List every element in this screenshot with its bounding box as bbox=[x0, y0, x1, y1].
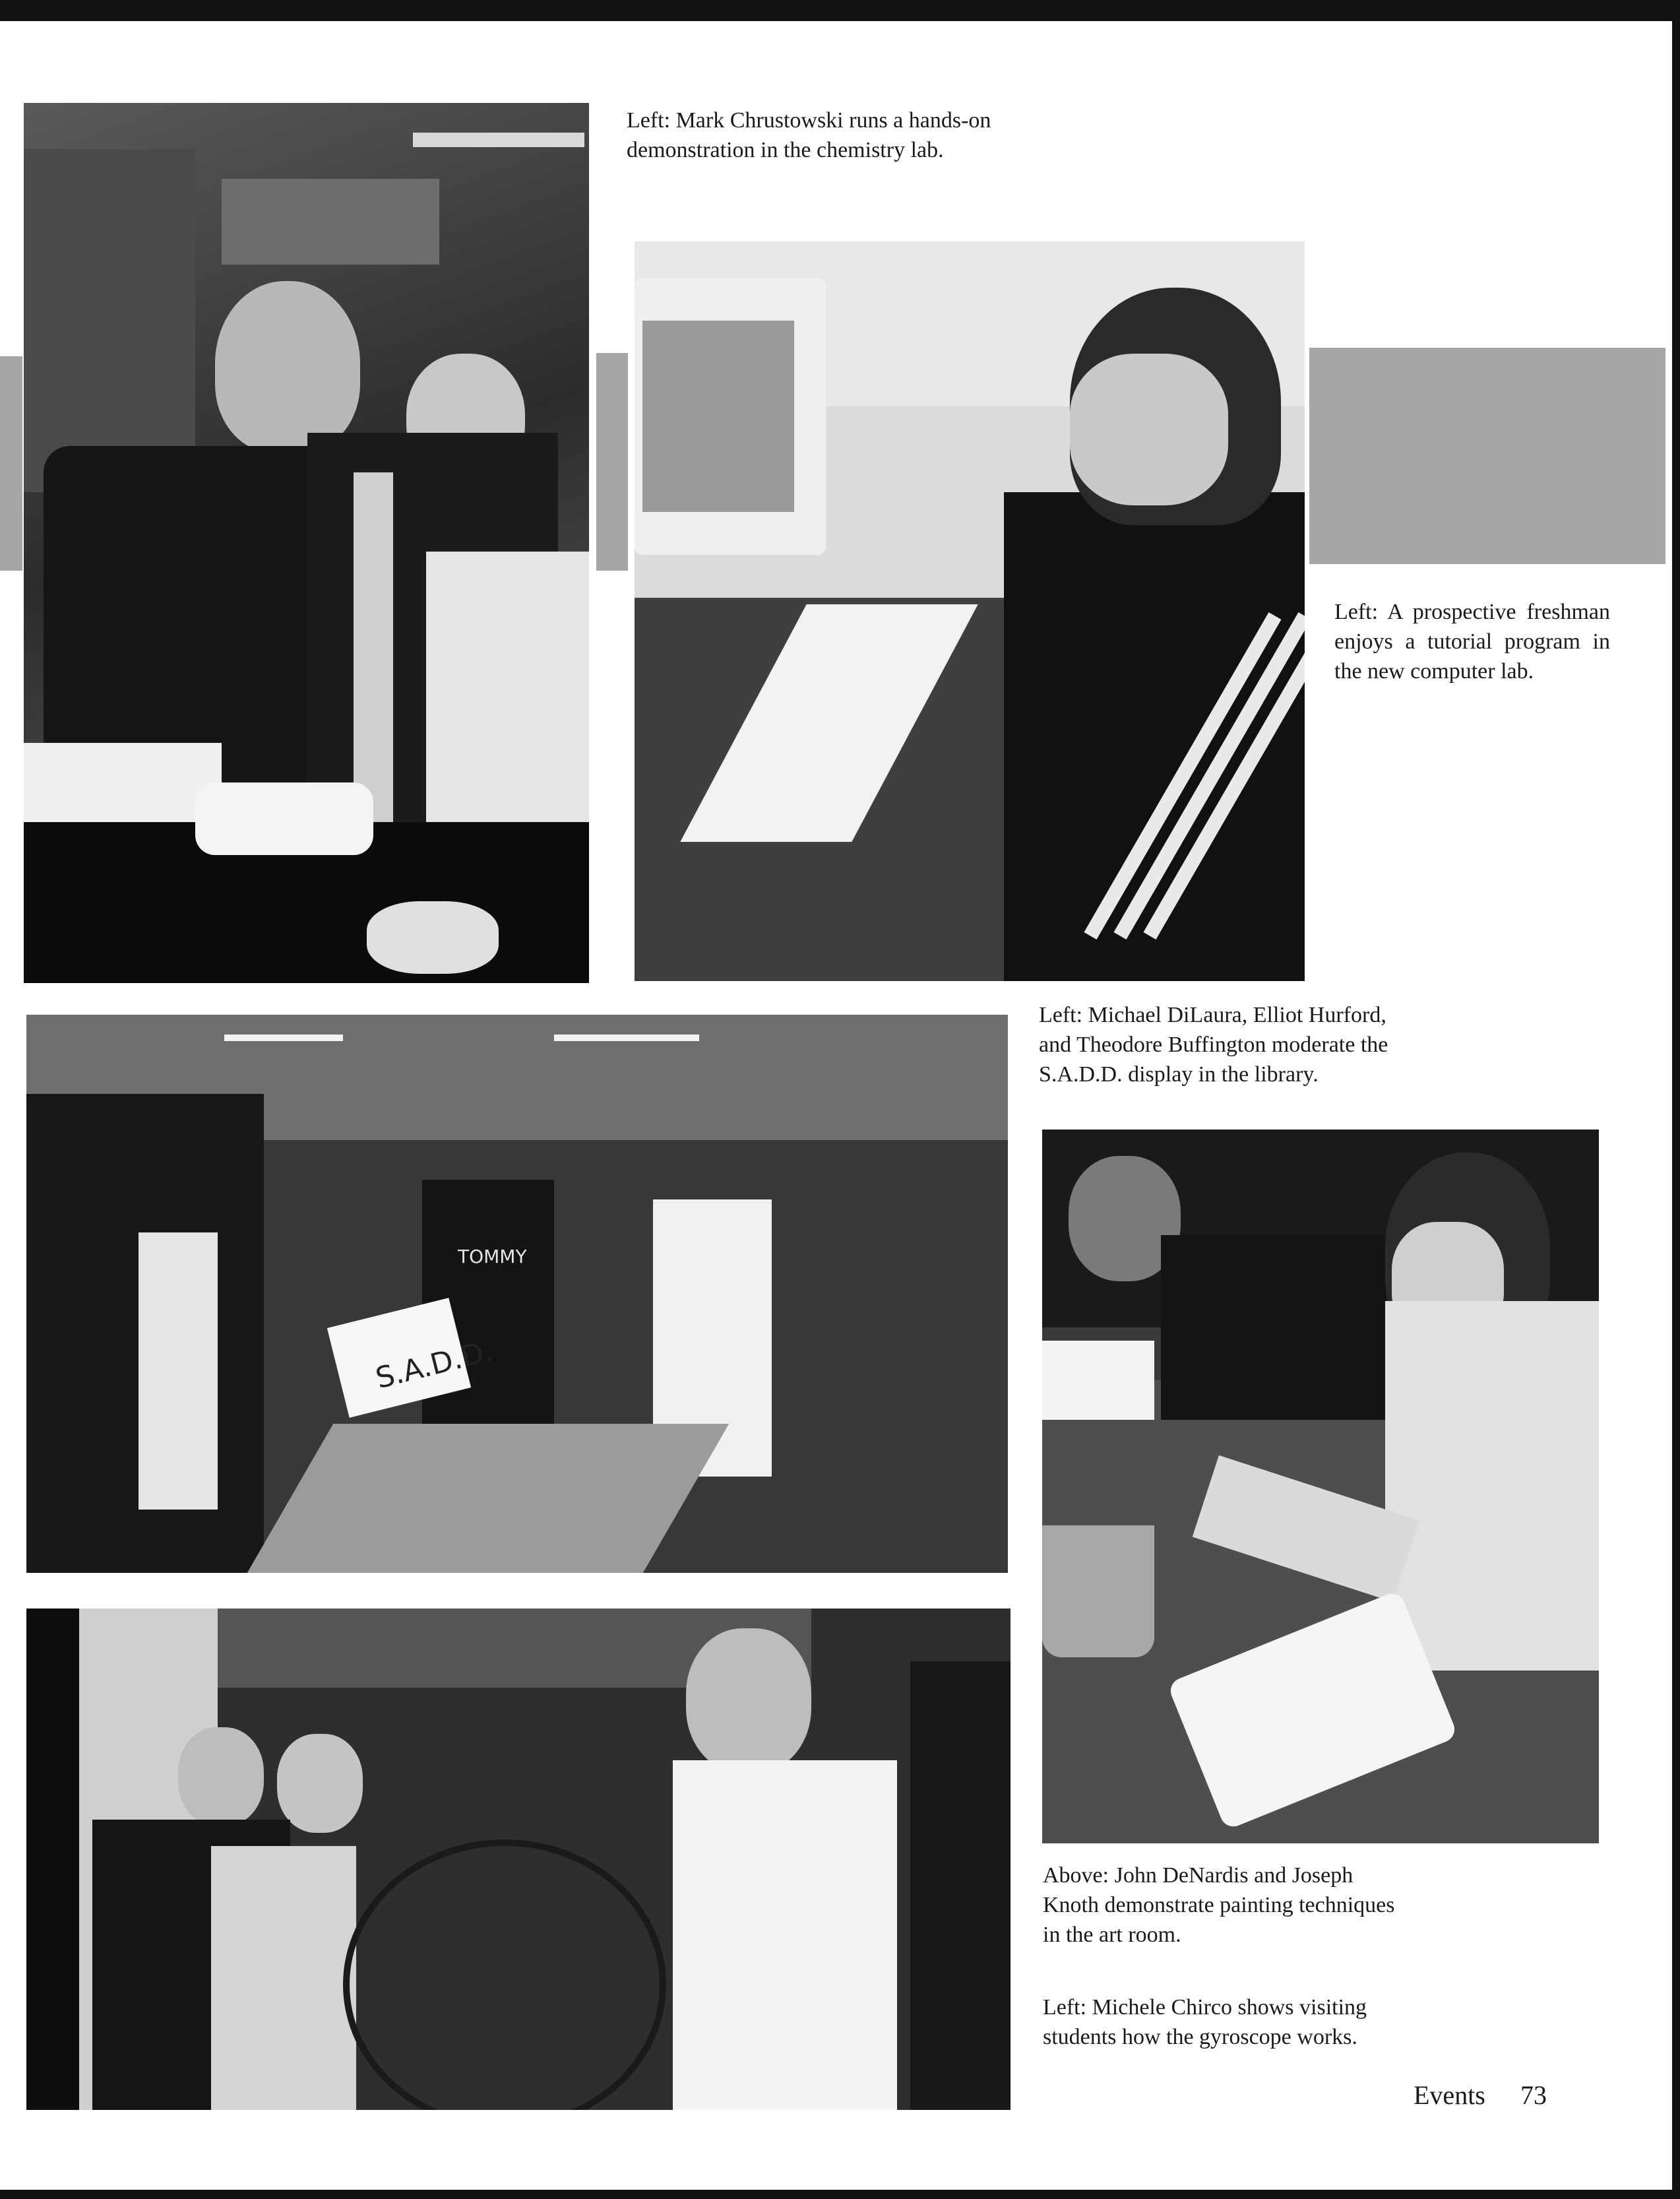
accent-block-left bbox=[0, 356, 22, 571]
accent-block-right bbox=[1309, 348, 1665, 564]
scan-border-bottom bbox=[0, 2190, 1680, 2199]
sadd-sign-text: S.A.D.D. bbox=[372, 1333, 497, 1396]
photo-sadd-display bbox=[26, 1015, 1008, 1573]
photo-gyroscope bbox=[26, 1609, 1011, 2110]
caption-chemistry-lab: Left: Mark Chrustowski runs a hands-on demonstration in the chemistry lab. bbox=[627, 108, 991, 162]
caption-sadd-display: Left: Michael DiLaura, Elliot Hurford, and Theodore Buffington moderate the S.A.D.D. display in the library. bbox=[1039, 1003, 1388, 1087]
scan-border-top bbox=[0, 0, 1680, 21]
footer-section-name: Events bbox=[1414, 2080, 1485, 2110]
caption-art-room: Above: John DeNardis and Joseph Knoth demonstrate painting techniques in the art room. bbox=[1043, 1863, 1395, 1947]
scan-border-right bbox=[1672, 0, 1680, 2199]
photo-art-room bbox=[1042, 1130, 1599, 1843]
caption-gyroscope: Left: Michele Chirco shows visiting students how the gyroscope works. bbox=[1043, 1995, 1367, 2049]
accent-block-middle bbox=[596, 353, 628, 571]
photo-chemistry-lab bbox=[24, 103, 589, 983]
photo-computer-lab bbox=[635, 241, 1305, 981]
caption-computer-lab: Left: A prospective freshman enjoys a tutorial program in the new computer lab. bbox=[1334, 600, 1610, 684]
tommy-shirt-text: TOMMY bbox=[458, 1246, 527, 1267]
page-number: 73 bbox=[1520, 2080, 1547, 2110]
